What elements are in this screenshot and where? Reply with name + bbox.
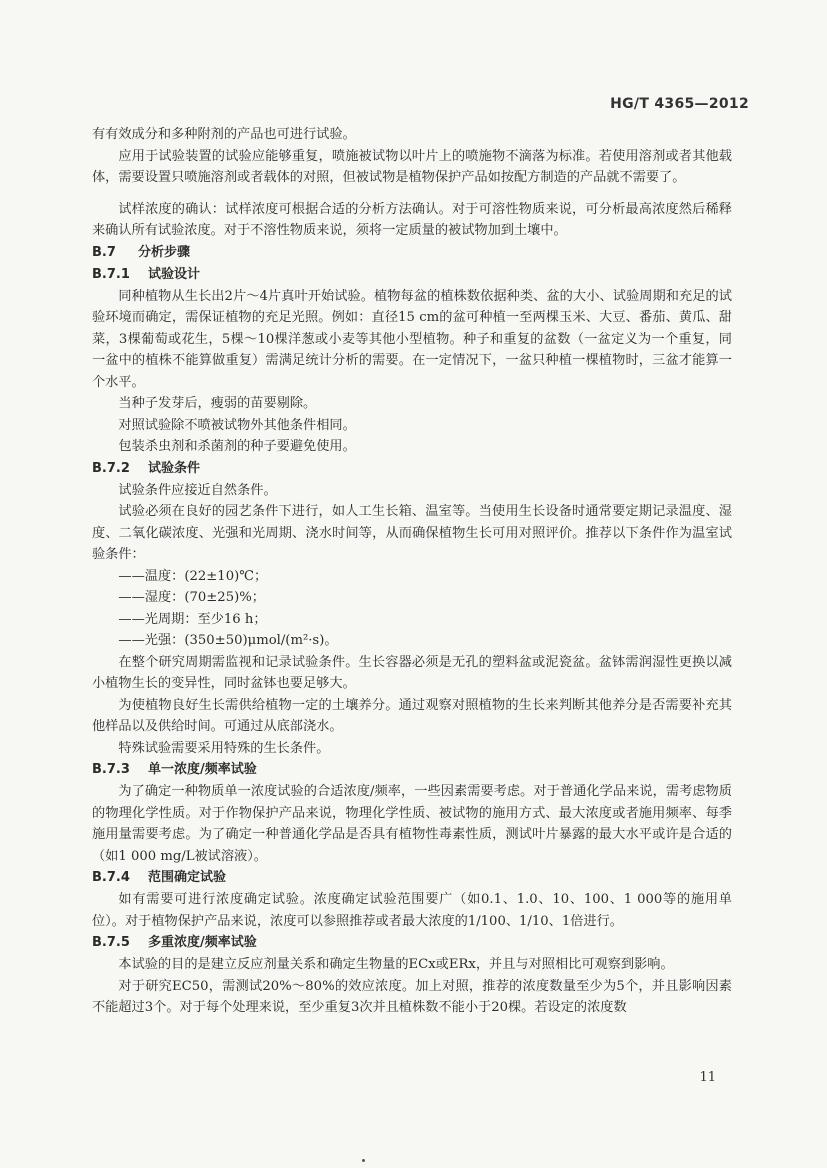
paragraph: 本试验的目的是建立反应剂量关系和确定生物量的ECx或ERx，并且与对照相比可观察到影响。 [118, 957, 674, 972]
paragraph: 包装杀虫剂和杀菌剂的种子要避免使用。 [118, 439, 356, 454]
page-number: 11 [699, 1070, 716, 1085]
section-heading [92, 932, 732, 954]
paragraph: 同种植物从生长出2片～4片真叶开始试验。植物每盆的植株数依据种类、盆的大小、试验周期和充足的试验环境而确定，需保证植物的充足光照。例如：直径15 cm的盆可种植一至两棵玉米、大豆、番茄、黄瓜、甜菜，3棵葡萄或花生，5棵～10棵洋葱或小麦等其他小型植物。种子和重复的盆数（一盆定义为一个重复，同一盆中的植株不能算做重复）需满足统计分析的需要。在一定情况下，一盆只种植一棵植物时，三盆才能算一个水平。 [92, 288, 732, 390]
section-heading [92, 867, 732, 889]
section-title: 分析步骤 [138, 244, 191, 260]
scan-speck [362, 1159, 365, 1162]
section-number: B.7.3 [92, 762, 130, 777]
section-number: B.7 [92, 244, 116, 260]
paragraph: 为使植物良好生长需供给植物一定的土壤养分。通过观察对照植物的生长来判断其他养分是否需要补充其他样品以及供给时间。可通过从底部浇水。 [92, 697, 732, 734]
section-title: 单一浓度/频率试验 [148, 762, 257, 777]
section-number: B.7.2 [92, 460, 130, 476]
section-number: B.7.1 [92, 266, 130, 282]
section-number: B.7.4 [92, 870, 130, 885]
paragraph: 试样浓度的确认：试样浓度可根据合适的分析方法确认。对于可溶性物质来说，可分析最高浓度然后稀释来确认所有试验浓度。对于不溶性物质来说，须将一定质量的被试物加到土壤中。 [92, 201, 732, 238]
section-title: 多重浓度/频率试验 [148, 935, 257, 950]
paragraph: 应用于试验装置的试验应能够重复，喷施被试物以叶片上的喷施物不滴落为标准。若使用溶剂或者其他载体，需要设置只喷施溶剂或者载体的对照，但被试物是植物保护产品如按配方制造的产品就不需要了。 [92, 148, 732, 185]
paragraph: 试验必须在良好的园艺条件下进行，如人工生长箱、温室等。当使用生长设备时通常要定期记录温度、湿度、二氧化碳浓度、光强和光周期、浇水时间等，从而确保植物生长可用对照评价。推荐以下条件作为温室试验条件： [92, 504, 732, 562]
standard-code: HG/T 4365—2012 [610, 96, 749, 112]
document-body [92, 124, 732, 1019]
section-heading [92, 458, 732, 480]
condition-list-item: ——光周期：至少16 h； [118, 611, 267, 627]
section-number: B.7.5 [92, 935, 130, 950]
section-heading [92, 264, 732, 286]
condition-list-item: ——湿度：(70±25)%； [118, 590, 265, 605]
section-heading [92, 759, 732, 781]
paragraph: 特殊试验需要采用特殊的生长条件。 [118, 740, 330, 756]
paragraph: 对照试验除不喷被试物外其他条件相同。 [118, 417, 356, 433]
section-title: 试验条件 [148, 460, 201, 476]
paragraph: 对于研究EC50，需测试20%～80%的效应浓度。加上对照，推荐的浓度数量至少为5个，并且影响因素不能超过3个。对于每个处理来说，至少重复3次并且植株数不能小于20棵。若设定的浓度数 [92, 978, 732, 1015]
section-title: 试验设计 [148, 266, 201, 282]
section-title: 范围确定试验 [148, 870, 227, 885]
condition-list-item: ——温度：(22±10)℃； [118, 568, 268, 584]
condition-list-item: ——光强：(350±50)μmol/(m²·s)。 [118, 633, 338, 648]
paragraph: 试验条件应接近自然条件。 [118, 482, 277, 498]
paragraph: 有有效成分和多种附剂的产品也可进行试验。 [92, 127, 356, 142]
paragraph: 为了确定一种物质单一浓度试验的合适浓度/频率，一些因素需要考虑。对于普通化学品来说，需考虑物质的物理化学性质。对于作物保护产品来说，物理化学性质、被试物的施用方式、最大浓度或者施用频率、每季施用量需要考虑。为了确定一种普通化学品是否具有植物性毒素性质，测试叶片暴露的最大水平或许是合适的（如1 000 mg/L被试溶液）。 [92, 784, 732, 864]
paragraph: 在整个研究周期需监视和记录试验条件。生长容器必须是无孔的塑料盆或泥瓷盆。盆钵需润湿性更换以减小植物生长的变异性，同时盆钵也要足够大。 [92, 654, 732, 691]
paragraph: 当种子发芽后，瘦弱的苗要剔除。 [118, 396, 317, 411]
paragraph: 如有需要可进行浓度确定试验。浓度确定试验范围要广（如0.1、1.0、10、100、1 000等的施用单位）。对于植物保护产品来说，浓度可以参照推荐或者最大浓度的1/100、1/10、1倍进行。 [92, 892, 732, 929]
section-heading [92, 242, 732, 264]
